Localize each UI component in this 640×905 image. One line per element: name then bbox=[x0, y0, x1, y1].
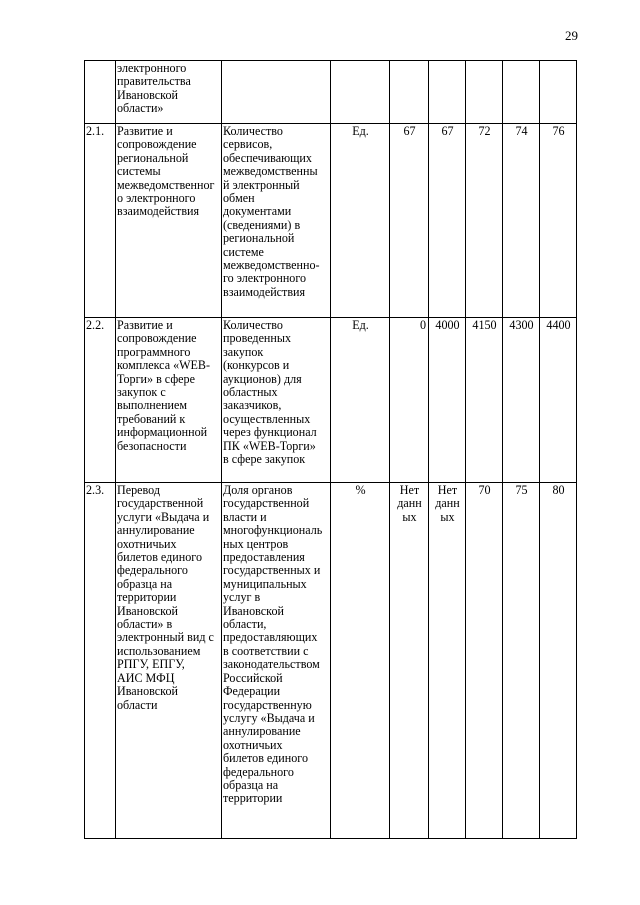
row-number-cell bbox=[85, 124, 116, 318]
row-number: 2.3. bbox=[86, 483, 105, 497]
value-cell-3 bbox=[466, 124, 503, 318]
value-5: 76 bbox=[552, 124, 565, 138]
page-number: 29 bbox=[565, 28, 578, 43]
value-2: Нет данн ых bbox=[435, 483, 460, 524]
activity-name-cell bbox=[116, 318, 222, 483]
activity-name-cell bbox=[116, 124, 222, 318]
row-number-cell bbox=[85, 483, 116, 839]
indicator-cell bbox=[222, 483, 331, 839]
value-cell-1 bbox=[390, 318, 429, 483]
table-row bbox=[85, 318, 577, 483]
unit: Ед. bbox=[352, 318, 369, 332]
activity-name: Развитие и сопровождение региональной системы межведомственног о электронного взаимодействия bbox=[117, 124, 215, 219]
value-4: 74 bbox=[515, 124, 528, 138]
value-3: 72 bbox=[478, 124, 491, 138]
unit-cell bbox=[331, 124, 390, 318]
indicators-table bbox=[84, 60, 577, 839]
value-cell-5 bbox=[540, 318, 577, 483]
value-3: 4150 bbox=[472, 318, 497, 332]
value-cell-2 bbox=[429, 483, 466, 839]
value-5: 80 bbox=[552, 483, 565, 497]
unit-cell bbox=[331, 61, 390, 124]
value-cell-4 bbox=[503, 483, 540, 839]
value-cell-1 bbox=[390, 483, 429, 839]
activity-name-cell bbox=[116, 483, 222, 839]
value-cell-3 bbox=[466, 61, 503, 124]
row-number: 2.2. bbox=[86, 318, 105, 332]
activity-name: электронного правительства Ивановской области» bbox=[117, 61, 191, 116]
value-cell-1 bbox=[390, 61, 429, 124]
value-cell-3 bbox=[466, 483, 503, 839]
value-1: 67 bbox=[403, 124, 416, 138]
table-row bbox=[85, 61, 577, 124]
indicator-cell bbox=[222, 124, 331, 318]
value-1: Нет данн ых bbox=[397, 483, 422, 524]
value-cell-4 bbox=[503, 318, 540, 483]
value-5: 4400 bbox=[546, 318, 571, 332]
activity-name: Развитие и сопровождение программного комплекса «WEB- Торги» в сфере закупок с выполнением требований к информационной безопасности bbox=[117, 318, 211, 453]
value-cell-5 bbox=[540, 483, 577, 839]
value-cell-5 bbox=[540, 61, 577, 124]
value-cell-5 bbox=[540, 124, 577, 318]
activity-name-cell bbox=[116, 61, 222, 124]
unit-cell bbox=[331, 318, 390, 483]
table-row bbox=[85, 124, 577, 318]
value-cell-2 bbox=[429, 124, 466, 318]
unit: % bbox=[355, 483, 366, 497]
value-cell-4 bbox=[503, 124, 540, 318]
value-cell-2 bbox=[429, 61, 466, 124]
value-cell-1 bbox=[390, 124, 429, 318]
unit-cell bbox=[331, 483, 390, 839]
indicator-name: Количество проведенных закупок (конкурсов и аукционов) для областных заказчиков, осуществленных через функционал ПК «WEB-Торги» в сфере закупок bbox=[223, 318, 317, 467]
value-cell-4 bbox=[503, 61, 540, 124]
value-2: 4000 bbox=[435, 318, 460, 332]
value-cell-3 bbox=[466, 318, 503, 483]
table-row bbox=[85, 483, 577, 839]
value-1: 0 bbox=[419, 318, 426, 332]
value-cell-2 bbox=[429, 318, 466, 483]
unit: Ед. bbox=[352, 124, 369, 138]
value-3: 70 bbox=[478, 483, 491, 497]
indicator-name: Количество сервисов, обеспечивающих межведомственны й электронный обмен документами (сведениями) в региональной системе межведомственно- го электронного взаимодействия bbox=[223, 124, 320, 299]
row-number: 2.1. bbox=[86, 124, 105, 138]
indicator-cell bbox=[222, 61, 331, 124]
value-4: 75 bbox=[515, 483, 528, 497]
value-2: 67 bbox=[441, 124, 454, 138]
value-4: 4300 bbox=[509, 318, 534, 332]
row-number-cell bbox=[85, 61, 116, 124]
activity-name: Перевод государственной услуги «Выдача и аннулирование охотничьих билетов единого федерального образца на территории Ивановской области» в электронный вид с использованием РПГУ, ЕПГУ, АИС МФЦ Ивановской области bbox=[117, 483, 214, 712]
indicator-name: Доля органов государственной власти и многофункциональ ных центров предоставления государственных и муниципальных услуг в Ивановской области, предоставляющих в соответствии с законодательством Российской Федерации государственную услугу «Выдача и аннулирование охотничьих билетов единого федерального образца на территории bbox=[223, 483, 323, 806]
indicator-cell bbox=[222, 318, 331, 483]
row-number-cell bbox=[85, 318, 116, 483]
